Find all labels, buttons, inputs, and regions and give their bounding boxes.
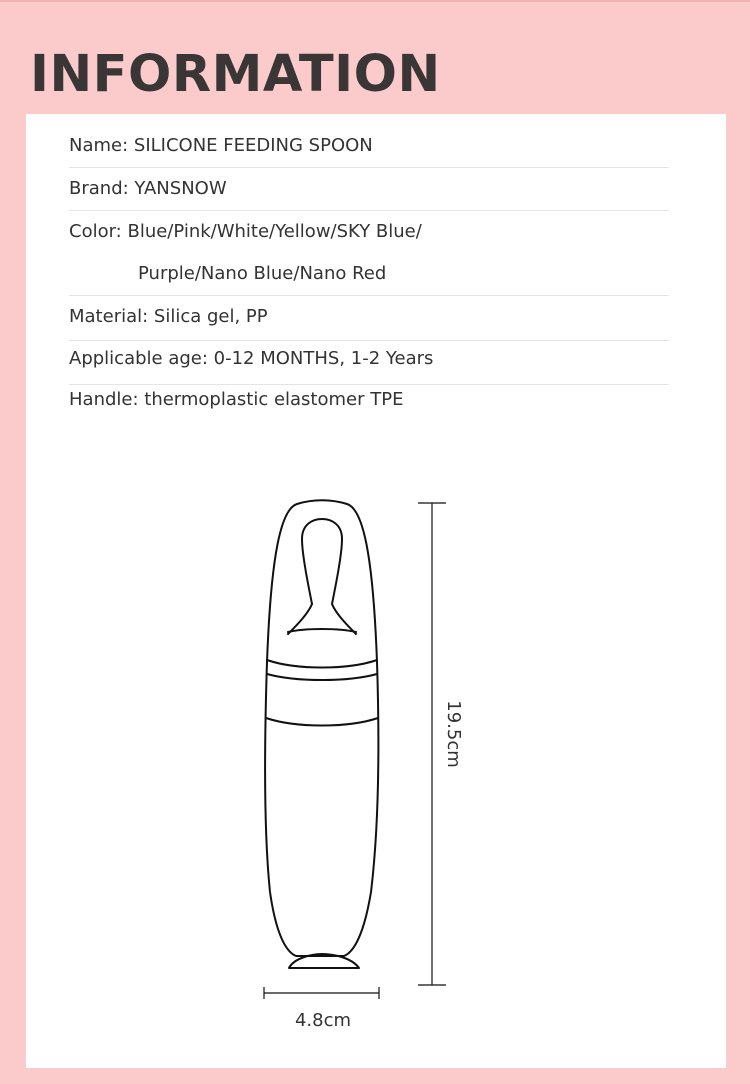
spec-handle: Handle: thermoplastic elastomer TPE [69,389,404,410]
information-card [26,114,726,1068]
width-dimension-label: 4.8cm [294,1010,352,1031]
ring-band-lower [267,674,377,680]
spec-color-line-1: Color: Blue/Pink/White/Yellow/SKY Blue/ [69,221,422,242]
spoon-body-outline [265,500,378,956]
spec-brand: Brand: YANSNOW [69,178,227,199]
spoon-dimension-diagram [26,114,726,1068]
spoon-tip-outline [302,519,356,634]
ring-band-top [288,629,356,632]
top-border-line [0,0,750,2]
spec-name: Name: SILICONE FEEDING SPOON [69,135,373,156]
spec-color-line-2: Purple/Nano Blue/Nano Red [138,263,387,284]
spec-material: Material: Silica gel, PP [69,306,268,327]
spec-age: Applicable age: 0-12 MONTHS, 1-2 Years [69,348,434,369]
height-dimension-label: 19.5cm [443,700,464,768]
ring-band-upper [267,660,377,668]
ring-band-bottom [266,718,378,726]
page-title: INFORMATION [30,45,441,104]
